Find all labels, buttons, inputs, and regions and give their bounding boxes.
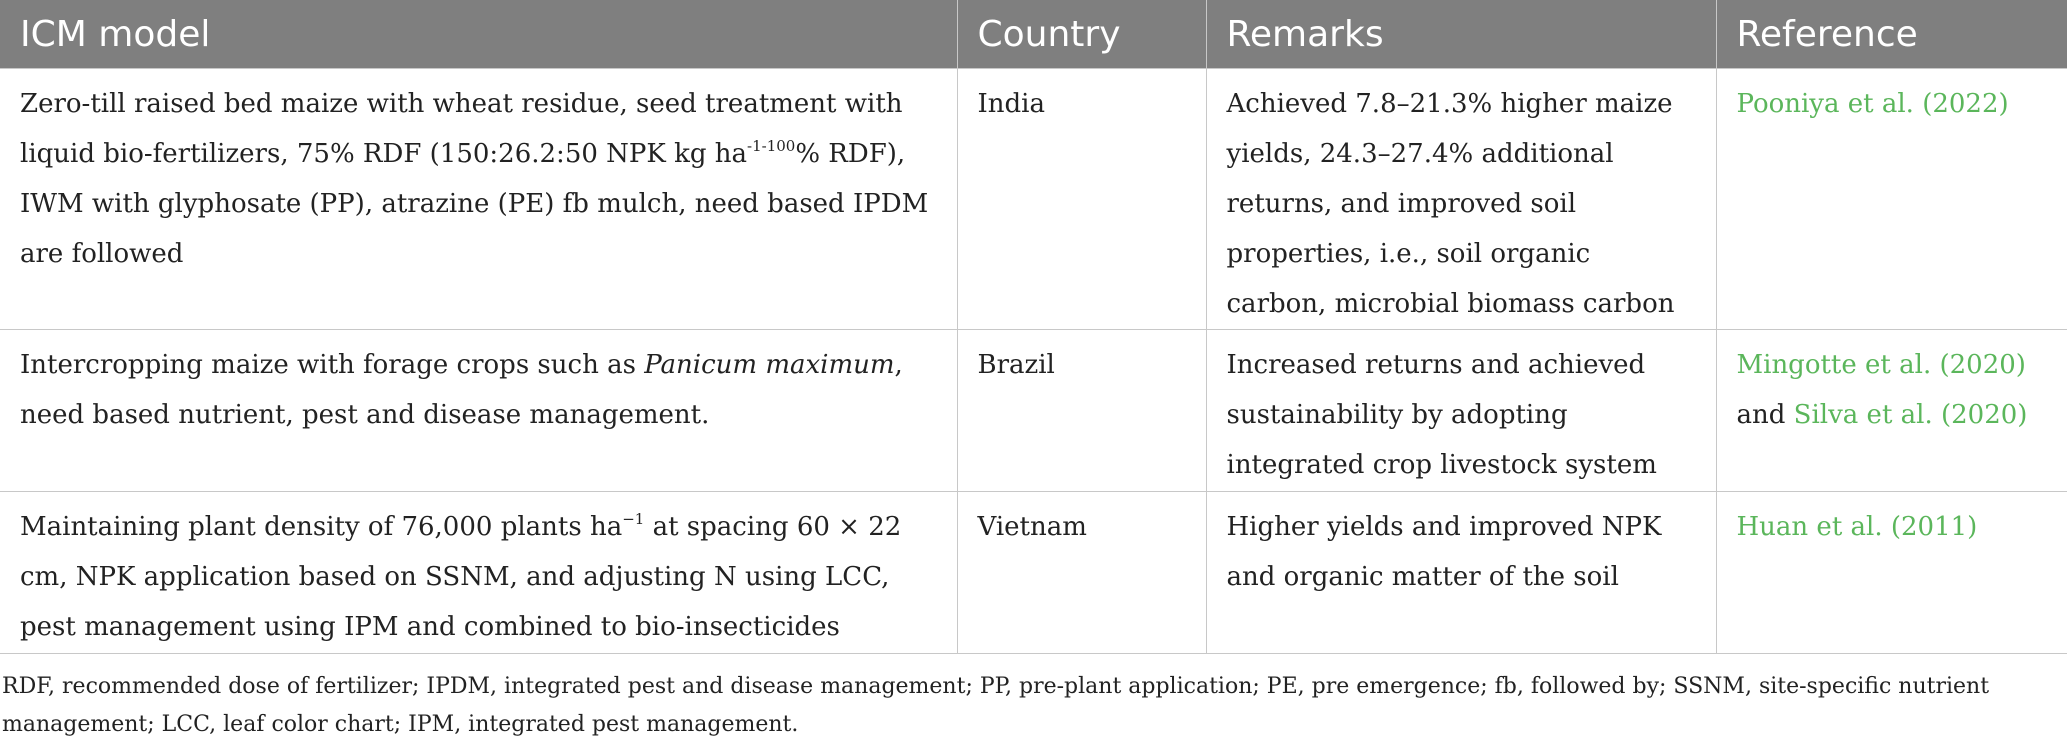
model-superscript: -1-100 — [747, 137, 796, 155]
header-reference: Reference — [1716, 0, 2067, 69]
header-icm-model: ICM model — [0, 0, 957, 69]
cell-country: Brazil — [957, 330, 1206, 492]
table-footnote: RDF, recommended dose of fertilizer; IPDM, integrated pest and disease management; PP, pre-plant application; PE, pre emergence; fb, followed by; SSNM, site-specific nutrient management; LCC, leaf color chart; IPM, integrated pest management. — [2, 674, 1990, 737]
species-name: Panicum maximum — [644, 350, 895, 380]
table-row — [0, 492, 2067, 654]
cell-icm-model — [0, 330, 957, 492]
cell-icm-model — [0, 69, 957, 330]
table-row — [0, 69, 2067, 330]
cell-remarks: Higher yields and improved NPK and organic matter of the soil — [1206, 492, 1716, 654]
header-country: Country — [957, 0, 1206, 69]
table-header-row — [0, 0, 2067, 69]
model-text-cont: , need based nutrient, pest and disease management. — [20, 350, 903, 430]
reference-link[interactable]: Mingotte et al. (2020) — [1736, 350, 2026, 380]
cell-reference — [1716, 330, 2067, 492]
model-text: Maintaining plant density of 76,000 plants ha — [20, 512, 623, 542]
model-text: Zero-till raised bed maize with wheat residue, seed treatment with liquid bio-fertilizers, 75% RDF (150:26.2:50 NPK kg ha — [20, 89, 903, 169]
cell-remarks: Achieved 7.8–21.3% higher maize yields, 24.3–27.4% additional returns, and improved soil properties, i.e., soil organic carbon, microbial biomass carbon — [1206, 69, 1716, 330]
reference-link[interactable]: Pooniya et al. (2022) — [1736, 89, 2009, 119]
header-remarks: Remarks — [1206, 0, 1716, 69]
model-text: Intercropping maize with forage crops such as — [20, 350, 645, 380]
cell-remarks: Increased returns and achieved sustainability by adopting integrated crop livestock system — [1206, 330, 1716, 492]
reference-link[interactable]: Silva et al. (2020) — [1793, 400, 2028, 430]
model-text-cont: at spacing 60 × 22 cm, NPK application based on SSNM, and adjusting N using LCC, pest management using IPM and combined to bio-insecticides — [20, 512, 902, 642]
model-superscript: −1 — [622, 510, 645, 528]
cell-country: Vietnam — [957, 492, 1206, 654]
cell-reference — [1716, 69, 2067, 330]
reference-link[interactable]: Huan et al. (2011) — [1736, 512, 1978, 542]
cell-icm-model — [0, 492, 957, 654]
reference-conjunction: and — [1736, 400, 1794, 430]
cell-country: India — [957, 69, 1206, 330]
model-text-cont: % RDF), IWM with glyphosate (PP), atrazine (PE) fb mulch, need based IPDM are followed — [20, 139, 929, 269]
table-row — [0, 330, 2067, 492]
cell-reference — [1716, 492, 2067, 654]
